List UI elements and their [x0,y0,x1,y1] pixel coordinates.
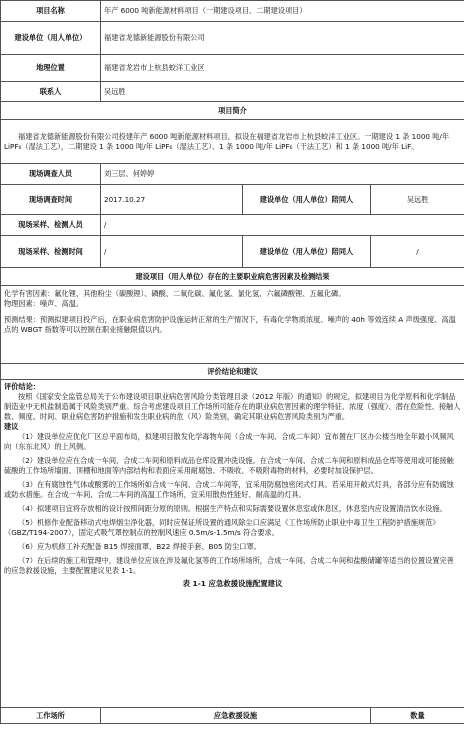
advice-item: （6）应为机修工补充配备 B15 焊接面罩、B22 焊接手套、B05 防尘口罩。 [18,542,261,551]
hazards-prediction: 预测结果：预测拟建项目投产后，在职业病危害防护设施运转正常的生产情况下，有毒化学物质浓度、噪声的 40h 等效连续 A 声级强度、高温点的 WBGT 指数等可以控制在职业接触限值以内。 [4,315,456,334]
row-project-name [1,1,464,22]
contact-value: 吴远胜 [101,82,464,102]
survey-time-value: 2017.10.27 [101,185,243,215]
advice-label: 建议 [4,422,19,431]
row-hazards-title [1,268,464,286]
intro-text: 福建省龙德新能源股份有限公司投建年产 6000 吨新能源材料项目，拟设在福建省龙岩市上杭县蛟洋工业区。一期建设 1 条 1000 吨/年 LiPF₆（湿法工艺），二期建设 1 条 1000 吨/年 LiPF₆（湿法工艺）、1 条 1000 吨/年 LiPF₆（干法工艺）和 1 条 1000 吨/年 LiF。 [1,120,464,164]
advice-item: （4）拟建项目宜将存放相的设计按照间距分原的原则。根据生产特点和实际需要设置休息室或休息区，休息室内应设置清洁饮水设施。 [18,504,447,513]
sample-time-label: 现场采样、检测时间 [1,236,101,268]
survey-accompany-value: 吴远胜 [371,185,464,215]
row-survey-time [1,185,464,215]
survey-person-label: 现场调查人员 [1,164,101,185]
construction-unit-value: 福建省龙德新能源股份有限公司 [101,22,464,55]
row-location [1,55,464,82]
project-name-value: 年产 6000 吨新能源材料项目（一期建设项目、二期建设项目） [101,1,464,22]
row-sample-person [1,215,464,236]
row-contact [1,82,464,102]
conclusion-label: 评价结论： [4,382,40,391]
intro-title: 项目简介 [1,102,464,120]
location-value: 福建省龙岩市上杭县蛟洋工业区 [101,55,464,82]
row-table-1-1-header [1,708,464,724]
advice-item: （1）建设单位应优化厂区总平面布局，拟建项目散发化学毒物车间（合成一车间、合成二车间）宜布置在厂区办公楼当地全年最小风频风向（东东北风）的上风侧。 [4,432,454,451]
row-hazards-body [1,286,464,364]
hazards-title: 建设项目（用人单位）存在的主要职业病危害因素及检测结果 [1,268,464,286]
sample-person-label: 现场采样、检测人员 [1,215,101,236]
advice-item: （2）建设单位应在合成一车间、合成二车间和原料成品仓库设置冲洗设施。在合成一车间、合成二车间和原料成品仓库等使用或可能接触硫酸的工作场所墙面、顶棚和地面等内部结构和表面应采用耐腐蚀、不吸收、不吸附毒物的材料，必要时加设保护层。 [4,456,454,475]
table-1-1-title: 表 1-1 应急救援设施配置建议 [182,579,283,588]
survey-accompany-label: 建设单位（用人单位）陪同人 [243,185,371,215]
row-intro-title [1,102,464,120]
survey-person-value: 刘三层、何婷婷 [101,164,464,185]
row-intro-text [1,120,464,164]
row-construction-unit [1,22,464,55]
conclusion-text: 按照《国家安全监管总局关于公布建设项目职业病危害风险分类管理目录（2012 年版）的通知》的规定，拟建项目为化学原料和化学制品制造业中无机盐制造属于风险类别严重。综合考虑建设项目工作场所可能存在的职业病危害因素的理学特征、浓度（强度）、潜在危险性、接触人数、频度、时间、职业病危害防护措施和发生职业病的危（风）险类别，确定其职业病危害风险类别为严重。 [4,392,461,421]
advice-item: （3）在有腐蚀性气体或酸雾的工作场所如合成一车间、合成二车间等，宜采用防腐蚀密闭式灯具。若采用开敞式灯具，各部分应有防腐蚀或防水措施。在合成一车间、合成二车间的高温工作场所，宜采用散热性能好、耐高温的灯具。 [4,480,454,499]
project-name-label: 项目名称 [1,1,101,22]
construction-unit-label: 建设单位（用人单位） [1,22,101,55]
table-1-1-col-quantity: 数量 [371,708,464,724]
sample-accompany-label: 建设单位（用人单位）陪同人 [243,236,371,268]
table-1-1-col-workplace: 工作场所 [1,708,101,724]
table-1-1-col-facilities: 应急救援设施 [101,708,371,724]
row-survey-person [1,164,464,185]
sample-accompany-value: / [371,236,464,268]
advice-item: （7）在后续的施工和管理中，建设单位应该在涉及氟化氢等的工作场所场所，合成一车间、合成二车间和盐酸储罐等适当的位置设置完善的应急救援设施，主要配置建议见表 1-1。 [4,556,454,575]
location-label: 地理位置 [1,55,101,82]
row-eval-body [1,380,464,708]
advice-item: （5）机修作业配备移动式电焊烟尘净化器，同时应保证所设置的通风除尘口应满足《工作场所防止职业中毒卫生工程防护措施规范》（GBZ/T194-2007），固定式吸气罩控制点的控制风速应 0.5m/s-1.5m/s 符合要求。 [4,518,440,537]
row-sample-time [1,236,464,268]
sample-person-value: / [101,215,464,236]
survey-time-label: 现场调查时间 [1,185,101,215]
hazards-chemical: 化学有害因素：氟化锂、其他粉尘（碳酸锂）、磷酸、二氧化碳、氟化氢、氯化氢、六氟磷酸锂、五氟化磷。 [4,289,346,298]
eval-title: 评价结论和建议 [1,364,464,380]
row-eval-title [1,364,464,380]
contact-label: 联系人 [1,82,101,102]
sample-time-value: / [101,236,243,268]
hazards-physical: 物理因素：噪声、高温。 [4,299,84,308]
